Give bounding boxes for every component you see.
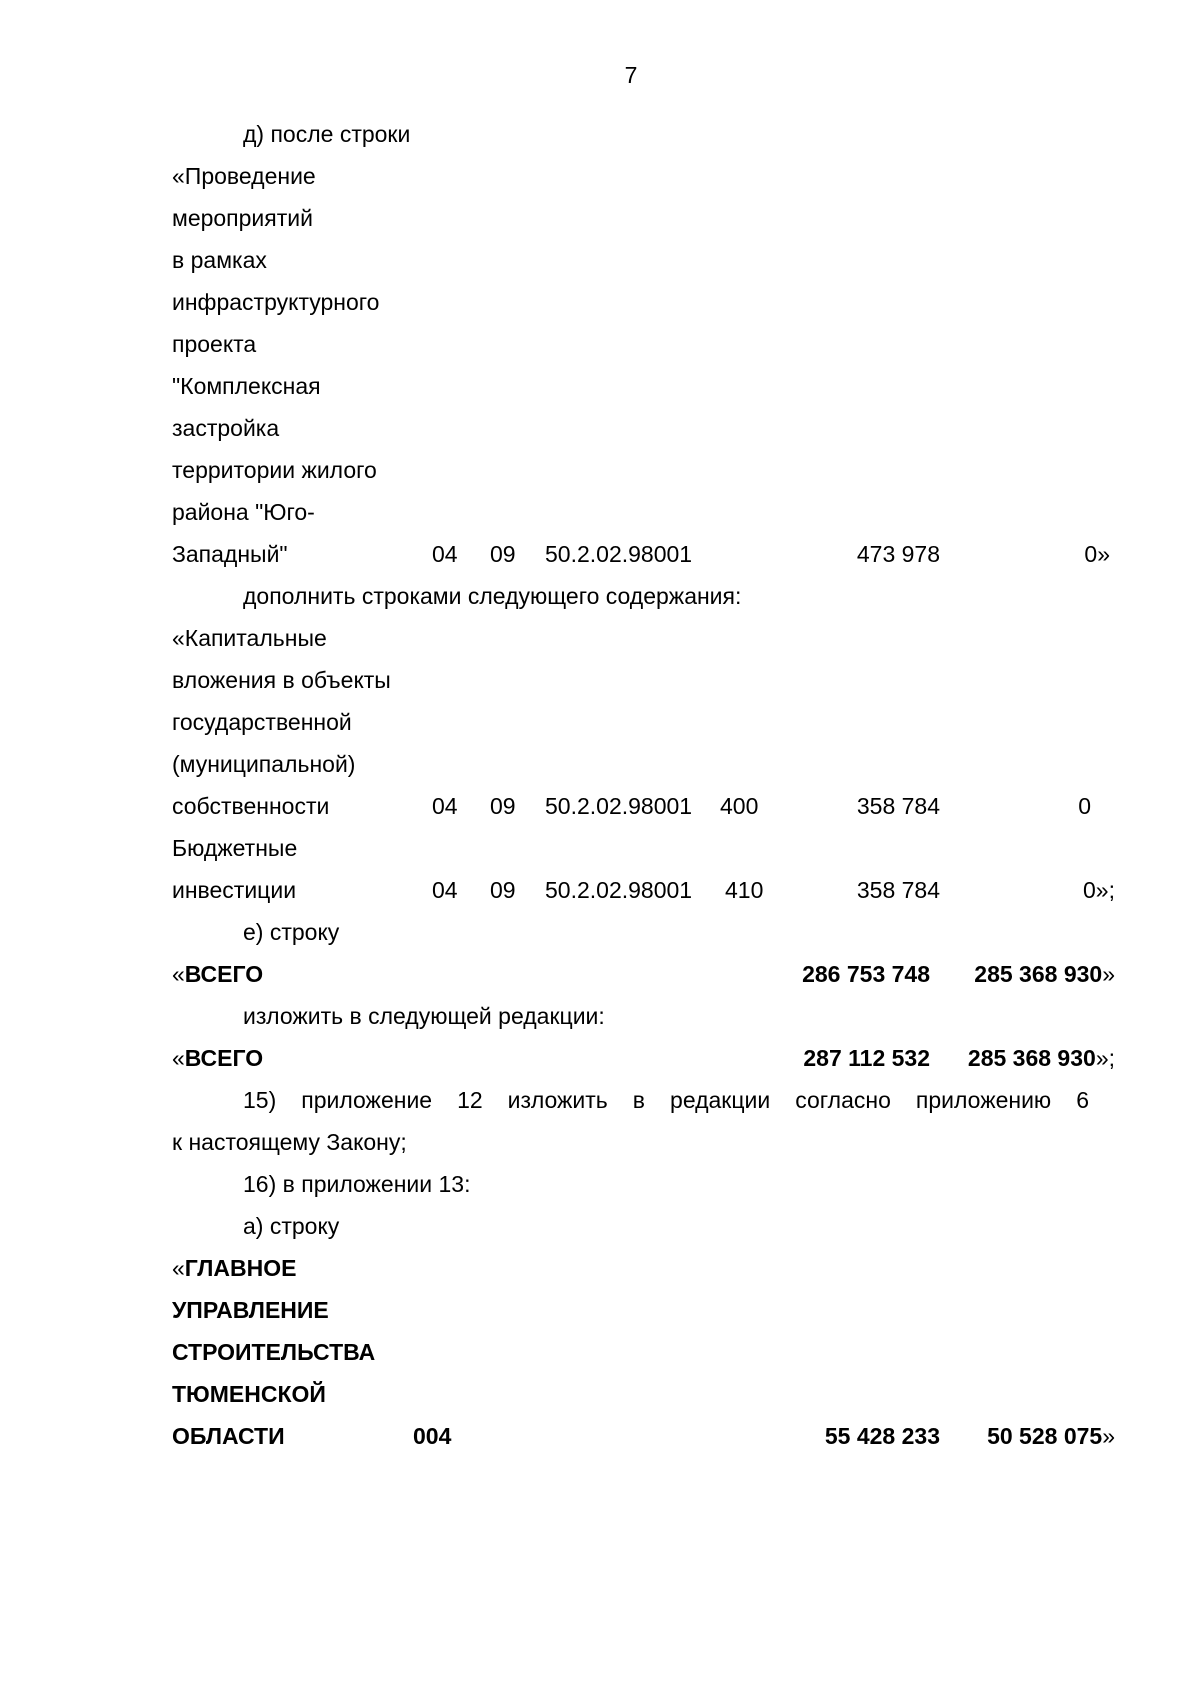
- total-old-year2: 285 368 930: [974, 961, 1103, 987]
- gu-name-line: [172, 1254, 296, 1282]
- subitem-a-intro: а) строку: [243, 1213, 340, 1239]
- total-old-year2-cell: [940, 960, 1115, 988]
- row1-target-article: 50.2.02.98001: [545, 541, 693, 567]
- gu-code: 004: [413, 1423, 452, 1449]
- row2-subsection: 09: [490, 793, 516, 819]
- row2-target-article: 50.2.02.98001: [545, 793, 693, 819]
- gu-name-text: ГЛАВНОЕ: [184, 1255, 297, 1281]
- row2-amount-year1: 358 784: [856, 793, 940, 819]
- row1-name-line: мероприятий: [172, 205, 313, 231]
- gu-amount-year2: 50 528 075: [987, 1423, 1103, 1449]
- row1-name-line: "Комплексная: [172, 373, 321, 399]
- open-quote: «: [172, 1045, 185, 1071]
- row1-name-line: проекта: [172, 331, 257, 357]
- row3-expense-type: 410: [725, 877, 764, 903]
- close-quote: »: [1102, 1423, 1115, 1449]
- row3-name-line: Бюджетные: [172, 835, 298, 861]
- row2-section: 04: [432, 793, 458, 819]
- row2-expense-type: 400: [720, 793, 759, 819]
- total-new-year2-cell: [940, 1044, 1115, 1072]
- row1-name-line: территории жилого: [172, 457, 377, 483]
- supplement-instruction: дополнить строками следующего содержания:: [243, 583, 742, 609]
- subitem-e-intro: е) строку: [243, 919, 340, 945]
- row2-name-line: «Капитальные: [172, 625, 327, 651]
- row3-section: 04: [432, 877, 458, 903]
- open-quote: «: [172, 1255, 185, 1281]
- total-new-year2: 285 368 930: [967, 1045, 1096, 1071]
- row2-name-line: вложения в объекты: [172, 667, 391, 693]
- row1-name-line: инфраструктурного: [172, 289, 380, 315]
- row1-amount-year1: 473 978: [856, 541, 940, 567]
- row1-name-line: района "Юго-: [172, 499, 315, 525]
- subitem-d-intro: д) после строки: [243, 121, 411, 147]
- gu-name-line: ТЮМЕНСКОЙ: [172, 1381, 326, 1407]
- total-old-row: [172, 960, 263, 988]
- row3-amount-year1: 358 784: [856, 877, 940, 903]
- row1-name-line: застройка: [172, 415, 280, 441]
- row1-amount-year2: 0»: [1084, 541, 1110, 567]
- row3-amount-year2: 0»;: [1083, 877, 1115, 903]
- item-15-line1: 15) приложение 12 изложить в редакции согласно приложению 6: [243, 1087, 1089, 1113]
- page-number: 7: [624, 62, 638, 88]
- row1-name-line: «Проведение: [172, 163, 316, 189]
- gu-name-line: ОБЛАСТИ: [172, 1423, 285, 1449]
- row3-target-article: 50.2.02.98001: [545, 877, 693, 903]
- row3-subsection: 09: [490, 877, 516, 903]
- close-quote: »: [1102, 961, 1115, 987]
- row2-name-line: собственности: [172, 793, 330, 819]
- row1-name-line: Западный": [172, 541, 288, 567]
- row2-name-line: государственной: [172, 709, 352, 735]
- row2-name-line: (муниципальной): [172, 751, 356, 777]
- close-quote: »;: [1095, 1045, 1115, 1071]
- row1-name-line: в рамках: [172, 247, 267, 273]
- gu-name-line: СТРОИТЕЛЬСТВА: [172, 1339, 376, 1365]
- restate-instruction: изложить в следующей редакции:: [243, 1003, 605, 1029]
- total-new-year1: 287 112 532: [803, 1045, 930, 1071]
- total-label: ВСЕГО: [184, 1045, 264, 1071]
- row2-amount-year2: 0: [1078, 793, 1091, 819]
- gu-amount-year2-cell: [940, 1422, 1115, 1450]
- row3-name-line: инвестиции: [172, 877, 297, 903]
- gu-amount-year1: 55 428 233: [824, 1423, 940, 1449]
- total-old-year1: 286 753 748: [802, 961, 930, 987]
- item-16: 16) в приложении 13:: [243, 1171, 471, 1197]
- item-15-line2: к настоящему Закону;: [172, 1129, 407, 1155]
- row1-subsection: 09: [490, 541, 516, 567]
- total-label: ВСЕГО: [184, 961, 264, 987]
- gu-name-line: УПРАВЛЕНИЕ: [172, 1297, 329, 1323]
- open-quote: «: [172, 961, 185, 987]
- total-new-row: [172, 1044, 263, 1072]
- row1-section: 04: [432, 541, 458, 567]
